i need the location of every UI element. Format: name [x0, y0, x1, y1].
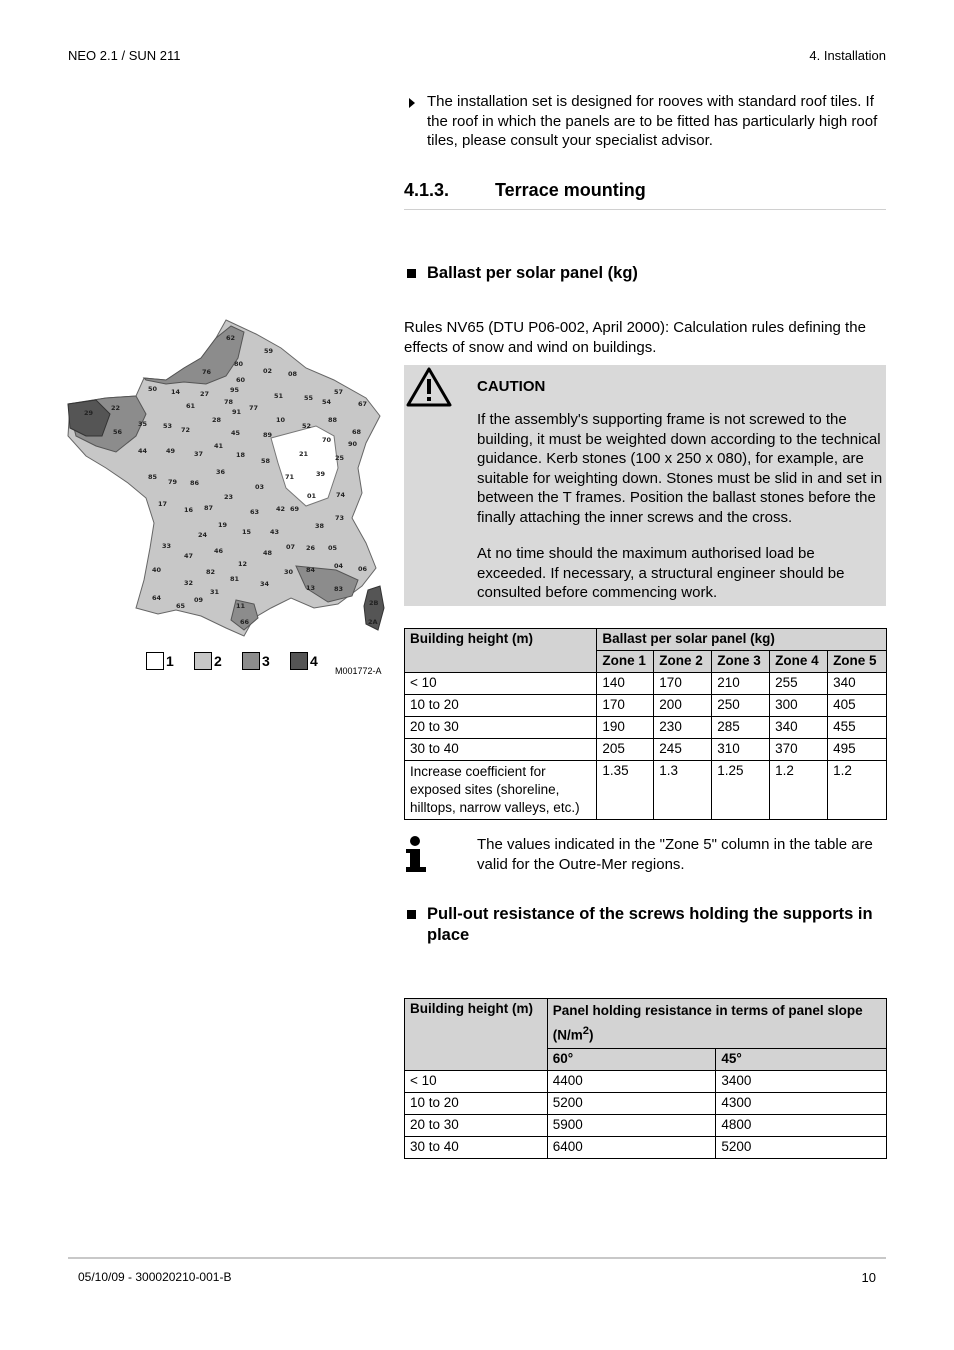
- cell: 455: [828, 717, 887, 739]
- row-label: < 10: [405, 1070, 548, 1092]
- department-label: 55: [304, 394, 314, 402]
- department-label: 81: [230, 575, 240, 583]
- cell: 3400: [716, 1070, 887, 1092]
- department-label: 91: [232, 408, 242, 416]
- department-label: 02: [263, 367, 273, 375]
- ballast-col-height: Building height (m): [405, 629, 597, 673]
- table-row: [405, 717, 887, 739]
- resistance-col-height: Building height (m): [405, 999, 548, 1071]
- department-label: 07: [286, 543, 296, 551]
- france-zone-map: [66, 318, 386, 638]
- legend-swatch-zone-1: [146, 652, 164, 670]
- department-label: 57: [334, 388, 344, 396]
- department-label: 84: [306, 566, 316, 574]
- department-label: 59: [264, 347, 274, 355]
- department-label: 24: [198, 531, 208, 539]
- department-label: 25: [335, 454, 345, 462]
- department-label: 18: [236, 451, 246, 459]
- department-label: 82: [206, 568, 216, 576]
- department-label: 95: [230, 386, 240, 394]
- department-label: 09: [194, 596, 204, 604]
- department-label: 11: [236, 602, 246, 610]
- slope-header: 60°: [547, 1048, 716, 1070]
- department-label: 03: [255, 483, 265, 491]
- table-row: [405, 1092, 887, 1114]
- cell: 200: [654, 695, 712, 717]
- cell: 310: [712, 739, 770, 761]
- legend-swatch-zone-2: [194, 652, 212, 670]
- department-label: 85: [148, 473, 158, 481]
- row-label: 10 to 20: [405, 695, 597, 717]
- legend-label-zone-1: 1: [166, 653, 174, 669]
- department-label: 90: [348, 440, 358, 448]
- caution-title: CAUTION: [477, 378, 546, 395]
- department-label: 27: [200, 390, 210, 398]
- zone-header: Zone 1: [597, 651, 654, 673]
- department-label: 63: [250, 508, 260, 516]
- table-row: [405, 761, 887, 820]
- department-label: 42: [276, 505, 286, 513]
- department-label: 86: [190, 479, 200, 487]
- row-label: 10 to 20: [405, 1092, 548, 1114]
- caution-paragraph-2: At no time should the maximum authorised load be exceeded. If necessary, a structural engineer should be consulted before commencing work.: [477, 545, 845, 601]
- department-label: 45: [231, 429, 241, 437]
- cell: 170: [654, 673, 712, 695]
- info-note-text: The values indicated in the "Zone 5" column in the table are valid for the Outre-Mer regions.: [477, 836, 873, 873]
- cell: 4300: [716, 1092, 887, 1114]
- department-label: 66: [240, 618, 250, 626]
- cell: 5200: [547, 1092, 716, 1114]
- department-label: 21: [299, 450, 309, 458]
- department-label: 34: [260, 580, 270, 588]
- legend-swatch-zone-3: [242, 652, 260, 670]
- table-row: [405, 739, 887, 761]
- department-label: 13: [306, 584, 316, 592]
- department-label: 41: [214, 442, 224, 450]
- slope-header: 45°: [716, 1048, 887, 1070]
- ballast-heading: Ballast per solar panel (kg): [427, 264, 638, 282]
- legend-label-zone-3: 3: [262, 653, 270, 669]
- department-label: 58: [261, 457, 271, 465]
- department-label: 08: [288, 370, 298, 378]
- cell: 190: [597, 717, 654, 739]
- row-label: Increase coefficient for exposed sites (shoreline, hilltops, narrow valleys, etc.): [405, 761, 597, 820]
- cell: 285: [712, 717, 770, 739]
- department-label: 49: [166, 447, 176, 455]
- department-label: 46: [214, 547, 224, 555]
- department-label: 61: [186, 402, 196, 410]
- department-label: 50: [148, 385, 158, 393]
- cell: 1.35: [597, 761, 654, 820]
- department-label: 76: [202, 368, 212, 376]
- cell: 245: [654, 739, 712, 761]
- department-label: 83: [334, 585, 344, 593]
- department-label: 04: [334, 562, 344, 570]
- row-label: 20 to 30: [405, 717, 597, 739]
- department-label: 56: [113, 428, 123, 436]
- department-label: 72: [181, 426, 191, 434]
- caution-paragraph-1: If the assembly's supporting frame is not screwed to the building, it must be weighted down according to the technical guidance. Kerb stones (100 x 250 x 080), for example, are suitable for weighting down. Stones must be slid in and set in between the T frames. Position the ballast stones before the finally attaching the inner screws and the cross.: [477, 411, 883, 526]
- department-label: 16: [184, 506, 194, 514]
- cell: 5900: [547, 1114, 716, 1136]
- department-label: 89: [263, 431, 273, 439]
- department-label: 30: [284, 568, 294, 576]
- map-reference: M001772-A: [335, 666, 382, 676]
- table-row: [405, 673, 887, 695]
- legend-label-zone-2: 2: [214, 653, 222, 669]
- department-label: 70: [322, 436, 332, 444]
- department-label: 79: [168, 478, 178, 486]
- department-label: 2B: [369, 599, 379, 607]
- ballast-table: [404, 628, 887, 820]
- cell: 250: [712, 695, 770, 717]
- heading-square-icon: [407, 269, 416, 278]
- section-divider: [404, 209, 886, 210]
- department-label: 53: [163, 422, 173, 430]
- section-title: Terrace mounting: [495, 180, 646, 200]
- cell: 4400: [547, 1070, 716, 1092]
- department-label: 35: [138, 420, 148, 428]
- department-label: 06: [358, 565, 368, 573]
- department-label: 33: [162, 542, 172, 550]
- pullout-heading: Pull-out resistance of the screws holding the supports in place: [427, 905, 873, 944]
- department-label: 23: [224, 493, 234, 501]
- row-label: 20 to 30: [405, 1114, 548, 1136]
- department-label: 88: [328, 416, 338, 424]
- department-label: 74: [336, 491, 346, 499]
- department-label: 39: [316, 470, 326, 478]
- table-row: [405, 695, 887, 717]
- resistance-table: [404, 998, 887, 1159]
- cell: 210: [712, 673, 770, 695]
- cell: 405: [828, 695, 887, 717]
- legend-swatch-zone-4: [290, 652, 308, 670]
- caution-box: [404, 365, 886, 606]
- header-doc-title: NEO 2.1 / SUN 211: [68, 48, 181, 63]
- section-number: 4.1.3.: [404, 180, 450, 200]
- row-label: 30 to 40: [405, 1136, 548, 1158]
- department-label: 78: [224, 398, 234, 406]
- cell: 205: [597, 739, 654, 761]
- warning-triangle-icon: [406, 367, 452, 412]
- cell: 4800: [716, 1114, 887, 1136]
- department-label: 64: [152, 594, 162, 602]
- department-label: 67: [358, 400, 368, 408]
- department-label: 52: [302, 422, 312, 430]
- department-label: 54: [322, 398, 332, 406]
- cell: 340: [770, 717, 828, 739]
- intro-bullet-text: The installation set is designed for rooves with standard roof tiles. If the roof in which the panels are to be fitted has particularly high roof tiles, please consult your specialist advisor.: [427, 93, 878, 149]
- department-label: 69: [290, 505, 300, 513]
- department-label: 47: [184, 552, 194, 560]
- department-label: 87: [204, 504, 214, 512]
- cell: 1.25: [712, 761, 770, 820]
- department-label: 15: [242, 528, 252, 536]
- table-row: [405, 1136, 887, 1158]
- department-label: 17: [158, 500, 168, 508]
- table-row: [405, 1114, 887, 1136]
- department-label: 68: [352, 428, 362, 436]
- rules-text: Rules NV65 (DTU P06-002, April 2000): Calculation rules defining the effects of snow and wind on buildings.: [404, 319, 866, 356]
- department-label: 77: [249, 404, 259, 412]
- zone-header: Zone 4: [770, 651, 828, 673]
- department-label: 22: [111, 404, 121, 412]
- department-label: 36: [216, 468, 226, 476]
- department-label: 60: [236, 376, 246, 384]
- cell: 1.2: [828, 761, 887, 820]
- row-label: 30 to 40: [405, 739, 597, 761]
- department-label: 71: [285, 473, 295, 481]
- department-label: 19: [218, 521, 228, 529]
- footer-divider: [68, 1257, 886, 1259]
- department-label: 01: [307, 492, 317, 500]
- cell: 1.3: [654, 761, 712, 820]
- department-label: 32: [184, 579, 194, 587]
- department-label: 62: [226, 334, 236, 342]
- department-label: 40: [152, 566, 162, 574]
- department-label: 80: [234, 360, 244, 368]
- cell: 340: [828, 673, 887, 695]
- department-label: 73: [335, 514, 345, 522]
- cell: 1.2: [770, 761, 828, 820]
- footer-doc-ref: 05/10/09 - 300020210-001-B: [78, 1270, 232, 1284]
- department-label: 28: [212, 416, 222, 424]
- cell: 140: [597, 673, 654, 695]
- table-row: [405, 1070, 887, 1092]
- map-svg: [66, 318, 386, 638]
- header-chapter: 4. Installation: [809, 48, 886, 63]
- department-label: 51: [274, 392, 284, 400]
- cell: 495: [828, 739, 887, 761]
- department-label: 26: [306, 544, 316, 552]
- cell: 170: [597, 695, 654, 717]
- department-label: 38: [315, 522, 325, 530]
- department-label: 43: [270, 528, 280, 536]
- bullet-arrow-icon: [408, 96, 416, 114]
- department-label: 10: [276, 416, 286, 424]
- cell: 370: [770, 739, 828, 761]
- resistance-col-group: Panel holding resistance in terms of panel slope $(N/m^2)$: [547, 999, 886, 1049]
- department-label: 12: [238, 560, 248, 568]
- zone-header: Zone 2: [654, 651, 712, 673]
- department-label: 48: [263, 549, 273, 557]
- department-label: 44: [138, 447, 148, 455]
- department-label: 37: [194, 450, 204, 458]
- cell: 230: [654, 717, 712, 739]
- row-label: < 10: [405, 673, 597, 695]
- zone-header: Zone 5: [828, 651, 887, 673]
- heading-square-icon: [407, 910, 416, 919]
- cell: 6400: [547, 1136, 716, 1158]
- zone-header: Zone 3: [712, 651, 770, 673]
- page-number: 10: [861, 1270, 876, 1285]
- department-label: 14: [171, 388, 181, 396]
- cell: 300: [770, 695, 828, 717]
- info-icon: [404, 835, 428, 878]
- ballast-col-group: Ballast per solar panel (kg): [597, 629, 887, 651]
- department-label: 31: [210, 588, 220, 596]
- legend-label-zone-4: 4: [310, 653, 318, 669]
- department-label: 29: [84, 409, 94, 417]
- department-label: 2A: [368, 618, 378, 626]
- department-label: 05: [328, 544, 338, 552]
- cell: 5200: [716, 1136, 887, 1158]
- department-label: 65: [176, 602, 186, 610]
- cell: 255: [770, 673, 828, 695]
